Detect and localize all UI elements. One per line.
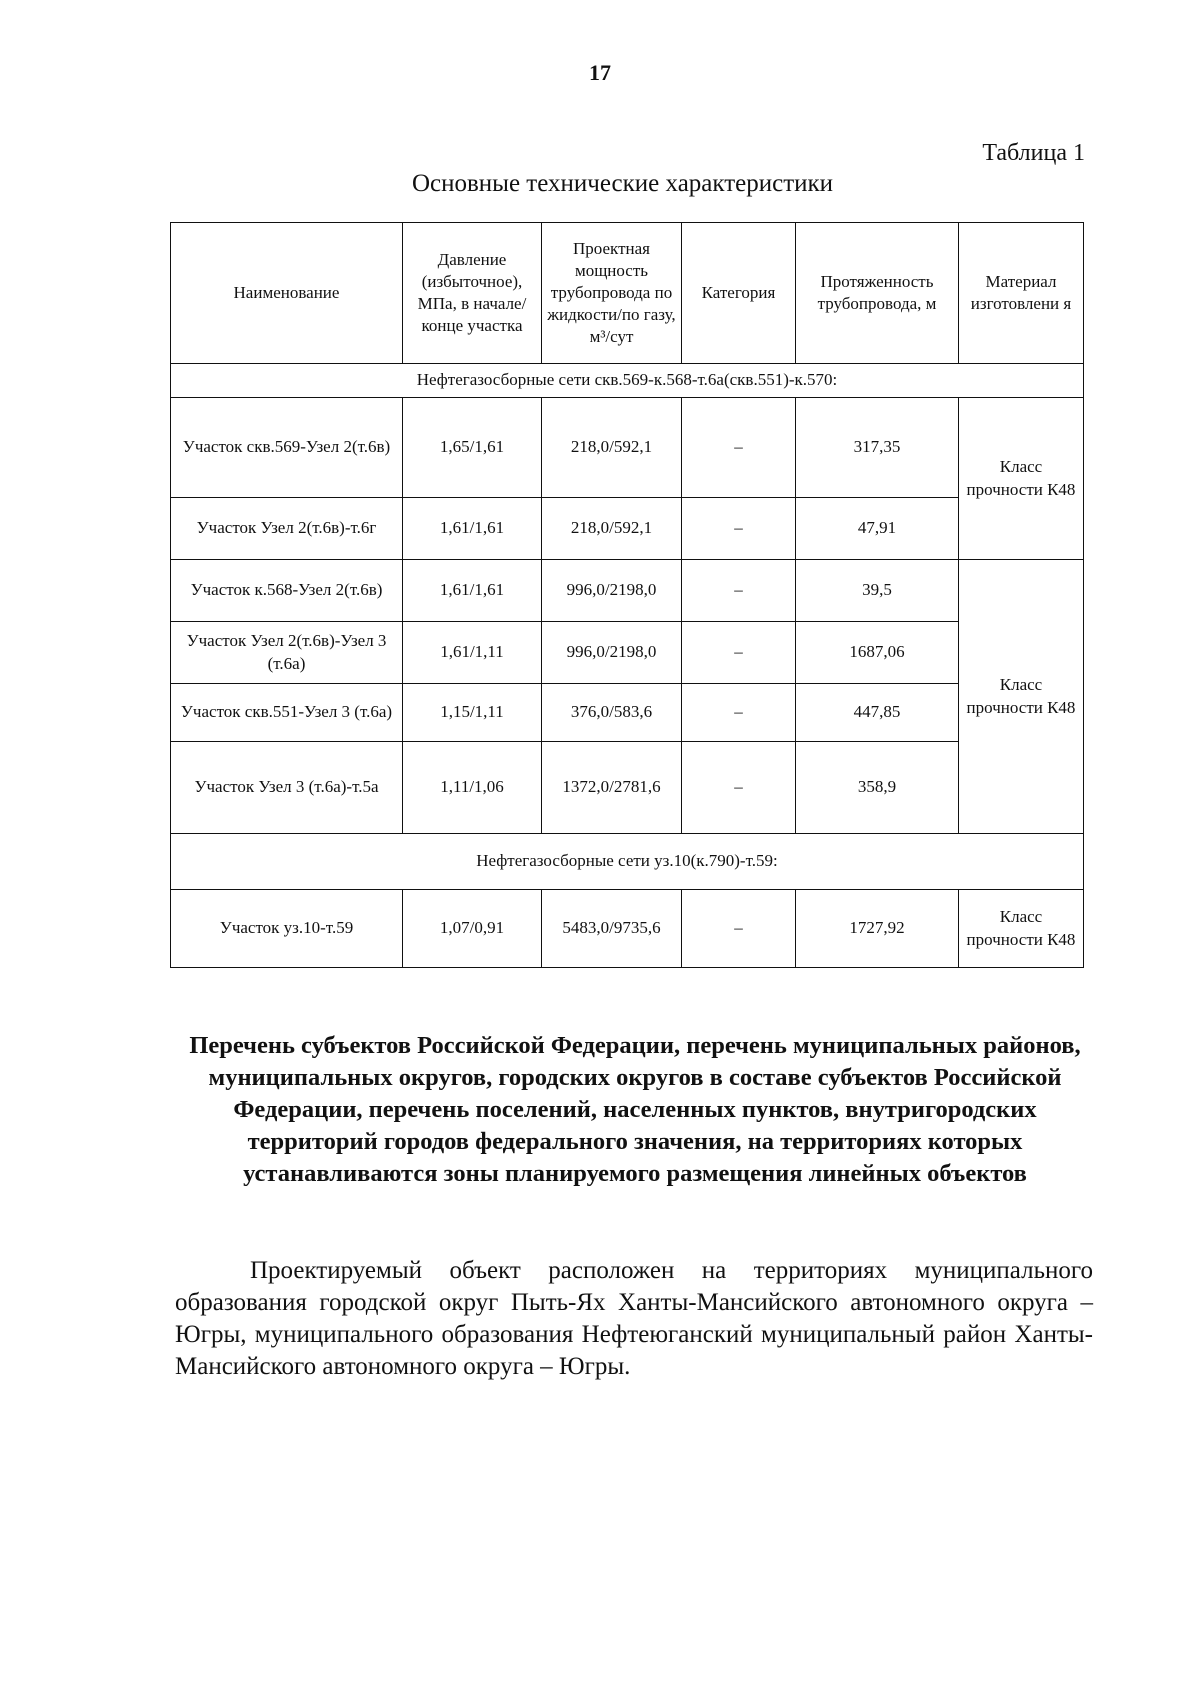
cell-category: –	[682, 398, 796, 498]
cell-capacity: 1372,0/2781,6	[542, 742, 682, 834]
cell-category: –	[682, 742, 796, 834]
cell-length: 39,5	[796, 560, 959, 622]
cell-pressure: 1,61/1,61	[403, 498, 542, 560]
cell-pressure: 1,15/1,11	[403, 684, 542, 742]
cell-capacity: 996,0/2198,0	[542, 560, 682, 622]
table-row	[171, 622, 1084, 684]
cell-length: 317,35	[796, 398, 959, 498]
cell-length: 1727,92	[796, 890, 959, 968]
section-title: Нефтегазосборные сети уз.10(к.790)-т.59:	[171, 834, 1084, 890]
body-paragraph: Проектируемый объект расположен на территориях муниципального образования городской округ Пыть-Ях Ханты-Мансийского автономного округа – Югры, муниципального образования Нефтеюганский муниципальный район Ханты-Мансийского автономного округа – Югры.	[175, 1257, 1093, 1380]
technical-characteristics-table	[170, 222, 1084, 968]
table-row	[171, 560, 1084, 622]
cell-category: –	[682, 498, 796, 560]
page-number: 17	[589, 60, 611, 85]
cell-category: –	[682, 622, 796, 684]
table-label: Таблица 1	[982, 140, 1085, 166]
cell-name: Участок скв.551-Узел 3 (т.6а)	[171, 684, 403, 742]
table-row	[171, 684, 1084, 742]
section-row	[171, 834, 1084, 890]
cell-length: 358,9	[796, 742, 959, 834]
cell-category: –	[682, 684, 796, 742]
cell-capacity: 5483,0/9735,6	[542, 890, 682, 968]
cell-capacity: 218,0/592,1	[542, 398, 682, 498]
section-row	[171, 364, 1084, 398]
cell-name: Участок Узел 2(т.6в)-Узел 3 (т.6а)	[171, 622, 403, 684]
cell-capacity: 376,0/583,6	[542, 684, 682, 742]
section-title: Нефтегазосборные сети скв.569-к.568-т.6а(скв.551)-к.570:	[171, 364, 1084, 398]
cell-length: 1687,06	[796, 622, 959, 684]
cell-pressure: 1,11/1,06	[403, 742, 542, 834]
header-category: Категория	[682, 223, 796, 364]
cell-pressure: 1,61/1,11	[403, 622, 542, 684]
table-row	[171, 398, 1084, 498]
table-row	[171, 498, 1084, 560]
header-pressure: Давление (избыточное), МПа, в начале/ конце участка	[403, 223, 542, 364]
table-row	[171, 890, 1084, 968]
table-caption: Основные технические характеристики	[411, 170, 834, 197]
cell-length: 47,91	[796, 498, 959, 560]
cell-name: Участок уз.10-т.59	[171, 890, 403, 968]
header-name: Наименование	[171, 223, 403, 364]
header-length: Протяженность трубопровода, м	[796, 223, 959, 364]
header-capacity: Проектная мощность трубопровода по жидкости/по газу, м³/сут	[542, 223, 682, 364]
cell-name: Участок Узел 3 (т.6а)-т.5а	[171, 742, 403, 834]
cell-name: Участок Узел 2(т.6в)-т.6г	[171, 498, 403, 560]
cell-name: Участок скв.569-Узел 2(т.6в)	[171, 398, 403, 498]
table-header-row	[171, 223, 1084, 364]
cell-capacity: 218,0/592,1	[542, 498, 682, 560]
cell-length: 447,85	[796, 684, 959, 742]
cell-category: –	[682, 890, 796, 968]
cell-pressure: 1,65/1,61	[403, 398, 542, 498]
cell-pressure: 1,07/0,91	[403, 890, 542, 968]
section-heading: Перечень субъектов Российской Федерации, перечень муниципальных районов, муниципальных округов, городских округов в составе субъектов Российской Федерации, перечень поселений, населенных пунктов, внутригородских территорий городов федерального значения, на территориях которых устанавливаются зоны планируемого размещения линейных объектов	[189, 1032, 1081, 1187]
cell-material: Класс прочности К48	[959, 398, 1084, 560]
cell-material: Класс прочности К48	[959, 890, 1084, 968]
cell-pressure: 1,61/1,61	[403, 560, 542, 622]
cell-category: –	[682, 560, 796, 622]
header-material: Материал изготовлени я	[959, 223, 1084, 364]
table-row	[171, 742, 1084, 834]
cell-material: Класс прочности К48	[959, 560, 1084, 834]
cell-name: Участок к.568-Узел 2(т.6в)	[171, 560, 403, 622]
cell-capacity: 996,0/2198,0	[542, 622, 682, 684]
